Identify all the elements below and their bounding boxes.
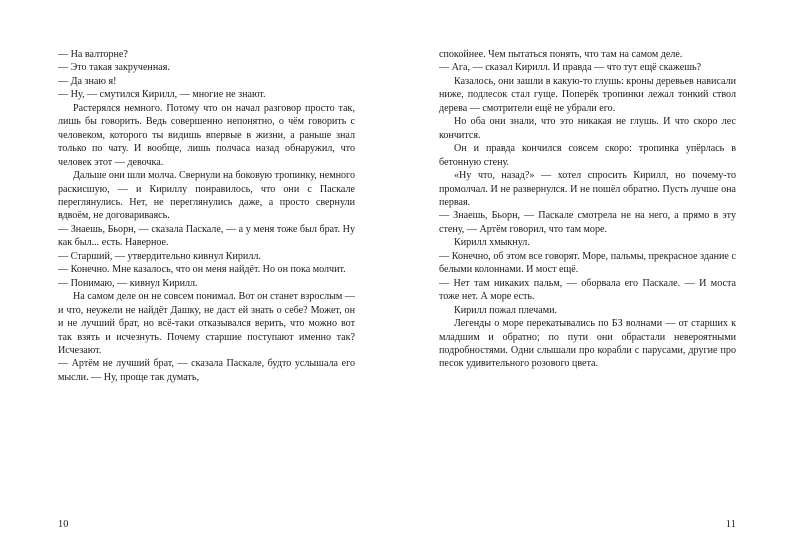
- page-number-right: 11: [725, 519, 736, 530]
- page-right-textblock: [439, 48, 736, 371]
- paragraph: — Конечно, об этом все говорят. Море, пальмы, прекрасное здание с белыми колоннами. И мост ещё.: [439, 250, 736, 276]
- paragraph: «Ну что, назад?» — хотел спросить Кирилл, но почему-то промолчал. И не развернулся. И не пошёл обратно. Пусть лучше она первая.: [439, 170, 736, 208]
- paragraph: — Артём не лучший брат, — сказала Паскале, будто услышала его мысли. — Ну, проще так думать,: [58, 358, 355, 383]
- paragraph: Но оба они знали, что это никакая не глушь. И что скоро лес кончится.: [439, 116, 736, 141]
- paragraph: — Старший, — утвердительно кивнул Кирилл.: [58, 250, 261, 262]
- paragraph: — Ага, — сказал Кирилл. И правда — что тут ещё скажешь?: [439, 62, 702, 74]
- paragraph: Кирилл пожал плечами.: [454, 304, 558, 316]
- page-left-textblock: [58, 48, 355, 384]
- page-number-left: 10: [58, 519, 69, 530]
- paragraph: — Это такая закрученная.: [58, 62, 170, 74]
- paragraph: Казалось, они зашли в какую-то глушь: кроны деревьев нависали ниже, подлесок стал гуще. Поперёк тропинки лежал тонкий ствол дерева — смотрители ещё не убрали его.: [439, 75, 736, 114]
- paragraph: — Ну, — смутился Кирилл, — многие не знают.: [58, 89, 266, 101]
- paragraph: — Конечно. Мне казалось, что он меня найдёт. Но он пока молчит.: [58, 264, 346, 276]
- page-right: [397, 0, 794, 558]
- paragraph: Легенды о море перекатывались по БЗ волнами — от старших к младшим и обратно; по пути они обрастали невероятными подробностями. Одни слышали про корабли с парусами, другие про песок удивительного розового цвета.: [439, 318, 736, 370]
- paragraph: — Знаешь, Бьорн, — Паскале смотрела не на него, а прямо в эту стену, — Артём говорил, что там море.: [439, 210, 736, 235]
- paragraph: Растерялся немного. Потому что он начал разговор просто так, лишь бы говорить. Ведь совершенно непонятно, о чём говорить с человеком, которого ты видишь впервые в жизни, а раньше знал только по чату. И вообще, лишь полчаса назад обнаружил, что человек этот — девочка.: [58, 102, 355, 168]
- paragraph: — На валторне?: [58, 49, 128, 60]
- paragraph: — Понимаю, — кивнул Кирилл.: [58, 277, 198, 289]
- paragraph: спокойнее. Чем пытаться понять, что там на самом деле.: [439, 49, 683, 60]
- paragraph: — Знаешь, Бьорн, — сказала Паскале, — а у меня тоже был брат. Ну как был... есть. Наверное.: [58, 223, 355, 249]
- paragraph: Дальше они шли молча. Свернули на боковую тропинку, немного раскисшую, — и Кириллу понравилось, что они с Паскале переглянулись. Нет, не переглянулись даже, а просто свернули вдвоём, не договариваясь.: [58, 170, 355, 222]
- paragraph: На самом деле он не совсем понимал. Вот он станет взрослым — и что, неужели не найдёт Дашку, не даст ей знать о себе? Может, он и не лучший брат, но всё-таки отказывался верить, что можно вот так взять и исчезнуть. Почему старшие поступают именно так? Исчезают.: [58, 291, 355, 356]
- paragraph: Кирилл хмыкнул.: [454, 237, 530, 249]
- paragraph: — Да знаю я!: [58, 75, 117, 87]
- paragraph: Он и правда кончился совсем скоро: тропинка упёрлась в бетонную стену.: [439, 143, 736, 168]
- paragraph: — Нет там никаких пальм, — оборвала его Паскале. — И моста тоже нет. А море есть.: [439, 277, 736, 303]
